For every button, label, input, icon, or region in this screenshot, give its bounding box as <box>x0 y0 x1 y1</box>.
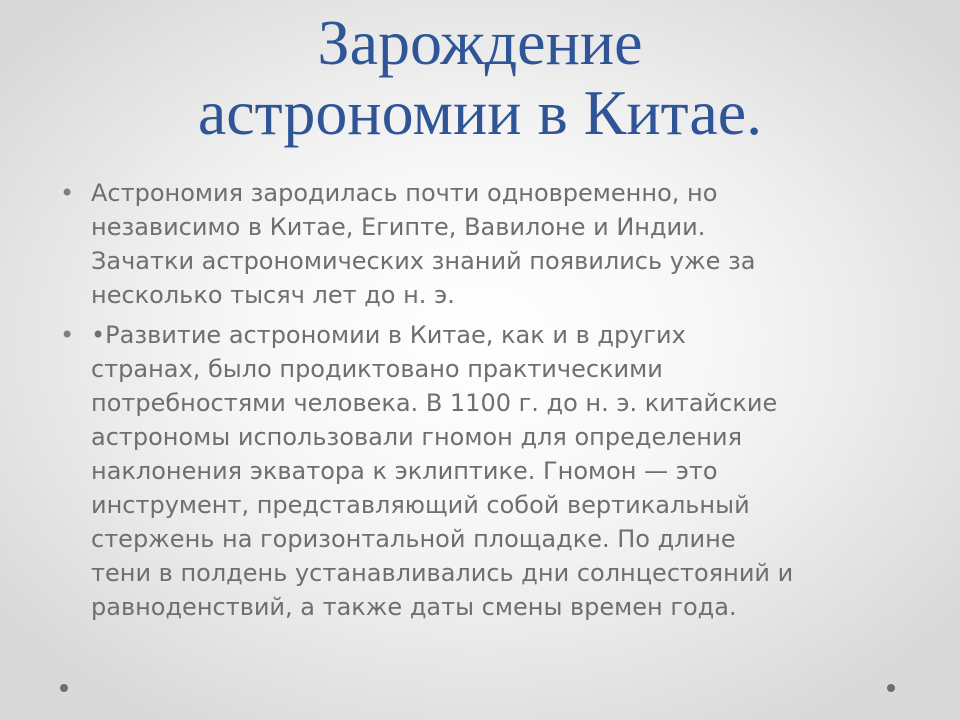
bullet-line: инструмент, представляющий собой вертикальный <box>91 491 750 519</box>
decorative-dot-right <box>887 684 895 692</box>
bullet-line: Астрономия зародилась почти одновременно, но <box>91 179 718 207</box>
decorative-dot-left <box>60 684 68 692</box>
bullet-line: Зачатки астрономических знаний появились уже за <box>91 247 756 275</box>
bullet-item-1 <box>60 176 910 312</box>
bullet-item-2 <box>60 318 910 624</box>
bullet-line: несколько тысяч лет до н. э. <box>91 281 455 309</box>
bullet-line: астрономы использовали гномон для определения <box>91 423 743 451</box>
bullet-line: равноденствий, а также даты смены времен года. <box>91 593 737 621</box>
bullet-line: стержень на горизонтальной площадке. По длине <box>91 525 736 553</box>
bullet-marker: • <box>60 321 75 349</box>
bullet-line: странах, было продиктовано практическими <box>91 355 663 383</box>
bullet-marker: • <box>60 179 75 207</box>
bullet-line: тени в полдень устанавливались дни солнцестояний и <box>91 559 794 587</box>
slide-title <box>60 8 900 148</box>
bullet-line: •Развитие астрономии в Китае, как и в других <box>91 321 686 349</box>
slide-title-line-1: Зарождение <box>317 7 643 78</box>
bullet-line: потребностями человека. В 1100 г. до н. э. китайские <box>91 389 778 417</box>
slide-title-line-2: астрономии в Китае. <box>197 77 763 148</box>
bullet-line: независимо в Китае, Египте, Вавилоне и Индии. <box>91 213 706 241</box>
bullet-line: наклонения экватора к эклиптике. Гномон — это <box>91 457 718 485</box>
slide-content <box>60 176 910 630</box>
